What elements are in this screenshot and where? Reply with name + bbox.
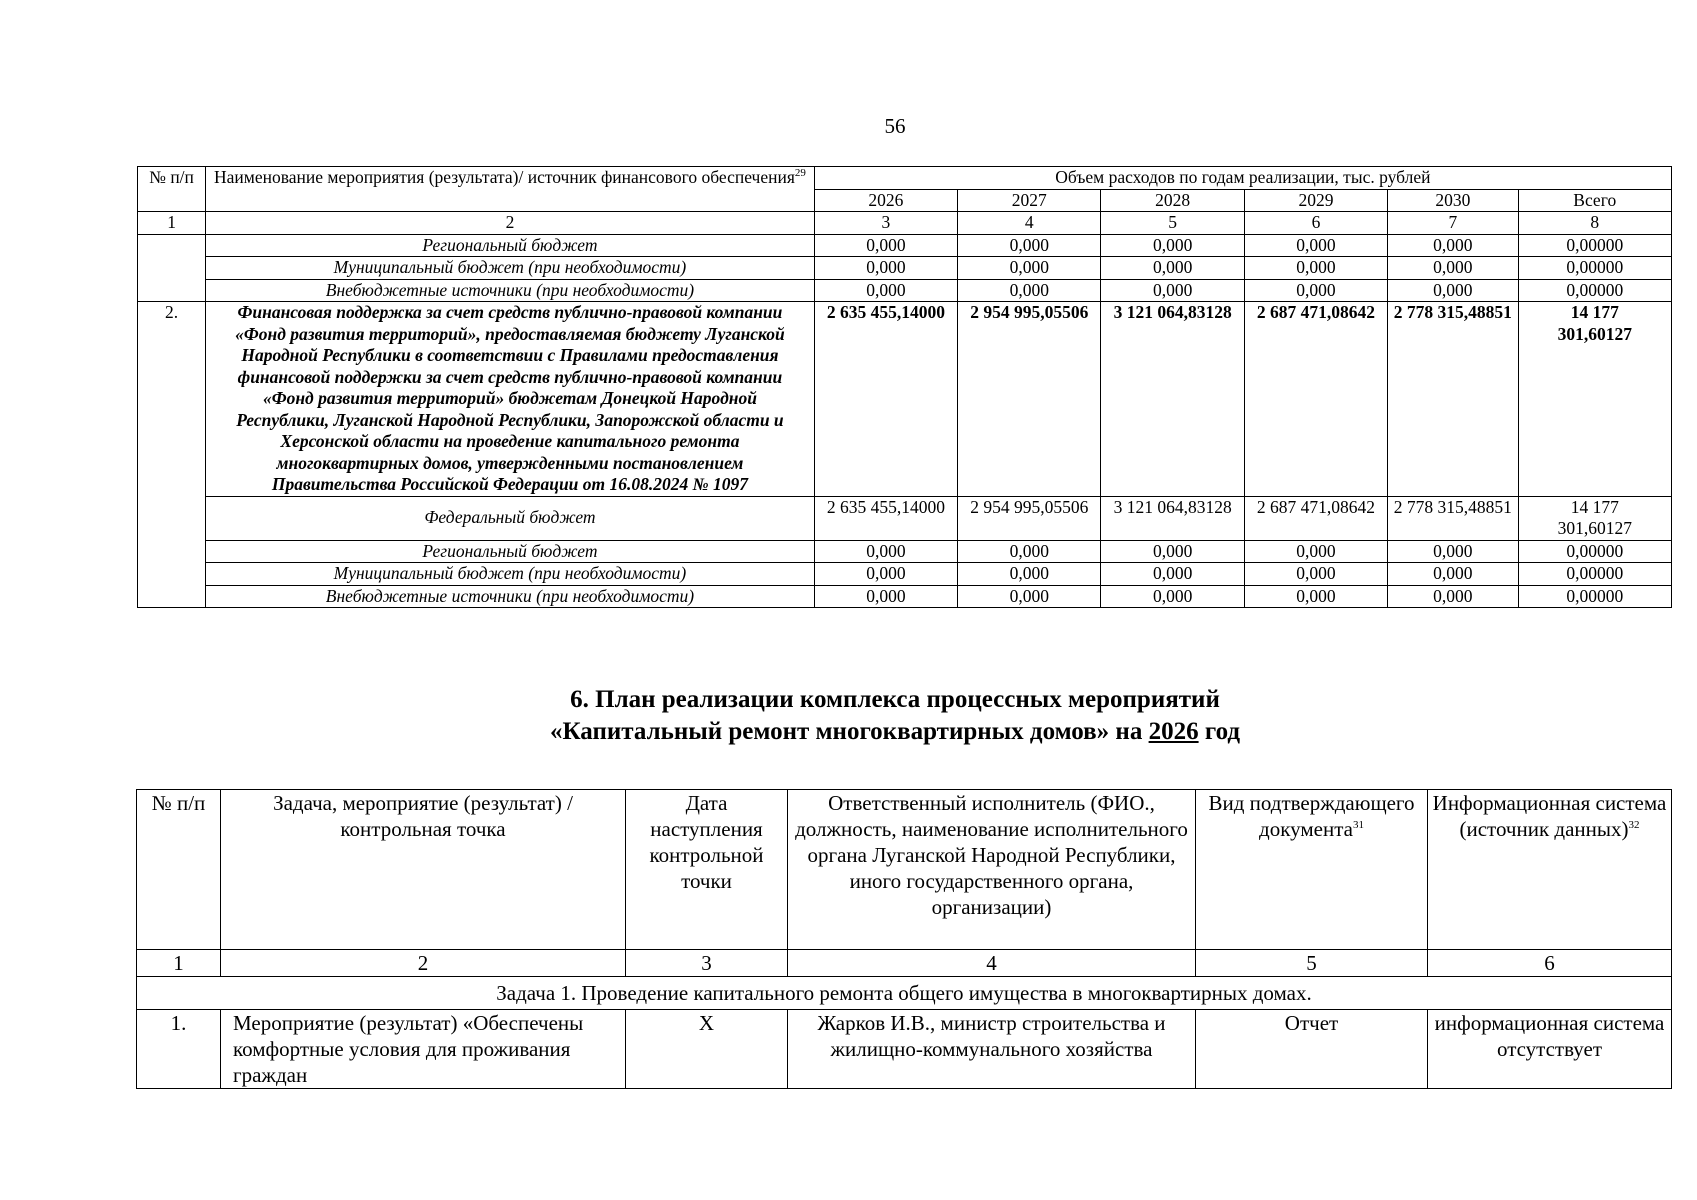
item-title: Финансовая поддержка за счет средств публично-правовой компании «Фонд развития территорий», предоставляемая бюджету Луганской Народной Республики в соответствии с Правилами предоставления финансовой поддержки за счет средств публично-правовой компании «Фонд развития территорий» бюджетам Донецкой Народной Республики, Луганской Народной Республики, Запорожской области и Херсонской области на проведение капитального ремонта многоквартирных домов, утвержденными постановлением Правительства Российской Федерации от 16.08.2024 № 1097 xyxy=(206,302,815,497)
value-cell: 2 954 995,05506 xyxy=(958,496,1101,540)
table-row xyxy=(138,563,1672,586)
value-cell: 0,00000 xyxy=(1518,540,1672,563)
value-cell: 0,000 xyxy=(814,257,957,280)
section-year: 2026 xyxy=(1148,718,1199,745)
header-system xyxy=(1428,790,1672,950)
year-cell: 2030 xyxy=(1388,189,1518,212)
value-cell: 0,000 xyxy=(814,279,957,302)
value-cell: 3 121 064,83128 xyxy=(1101,496,1244,540)
source-cell: Региональный бюджет xyxy=(206,234,815,257)
header-name xyxy=(206,167,815,212)
section-title-suffix: год xyxy=(1198,718,1240,745)
header-num: № п/п xyxy=(138,167,206,212)
value-cell: 0,000 xyxy=(814,563,957,586)
header-name-text: Наименование мероприятия (результата)/ источник финансового обеспечения xyxy=(214,167,795,187)
row-system: информационная система отсутствует xyxy=(1428,1010,1672,1089)
section-title xyxy=(0,684,1697,748)
page-number: 56 xyxy=(884,114,906,138)
value-cell: 0,000 xyxy=(958,540,1101,563)
value-cell: 0,00000 xyxy=(1518,257,1672,280)
value-cell: 0,000 xyxy=(1101,563,1244,586)
col-number: 5 xyxy=(1196,950,1428,977)
value-cell: 0,000 xyxy=(1244,585,1387,608)
empty-num-cell xyxy=(138,234,206,302)
value-cell: 0,000 xyxy=(1244,540,1387,563)
value-cell: 0,000 xyxy=(1244,563,1387,586)
source-cell: Федеральный бюджет xyxy=(206,496,815,540)
total-cell: 2 778 315,48851 xyxy=(1388,302,1518,497)
header-system-text: Информационная система (источник данных) xyxy=(1432,791,1667,841)
value-cell: 0,000 xyxy=(1244,257,1387,280)
col-number: 3 xyxy=(626,950,788,977)
footnote-29: 29 xyxy=(794,167,806,180)
year-cell: 2029 xyxy=(1244,189,1387,212)
task-row xyxy=(137,977,1672,1010)
value-cell: 2 778 315,48851 xyxy=(1388,496,1518,540)
value-cell: 0,00000 xyxy=(1518,234,1672,257)
year-cell: 2028 xyxy=(1101,189,1244,212)
total-cell: 14 177 301,60127 xyxy=(1518,302,1672,497)
col-number: 2 xyxy=(206,212,815,235)
header-num: № п/п xyxy=(137,790,221,950)
total-cell: 3 121 064,83128 xyxy=(1101,302,1244,497)
value-cell: 0,000 xyxy=(958,234,1101,257)
value-cell: 14 177 301,60127 xyxy=(1518,496,1672,540)
col-number: 4 xyxy=(958,212,1101,235)
total-cell: 2 687 471,08642 xyxy=(1244,302,1387,497)
table-row xyxy=(138,540,1672,563)
value-cell: 0,00000 xyxy=(1518,585,1672,608)
table-row xyxy=(138,279,1672,302)
table-row xyxy=(138,585,1672,608)
value-cell: 0,000 xyxy=(1101,540,1244,563)
column-numbers-row xyxy=(138,212,1672,235)
col-number: 5 xyxy=(1101,212,1244,235)
value-cell: 0,000 xyxy=(958,257,1101,280)
value-cell: 0,000 xyxy=(1388,585,1518,608)
col-number: 1 xyxy=(138,212,206,235)
row-event: Мероприятие (результат) «Обеспечены комфортные условия для проживания граждан xyxy=(221,1010,626,1089)
header-executor: Ответственный исполнитель (ФИО., должность, наименование исполнительного органа Луганской Народной Республики, иного государственного органа, организации) xyxy=(788,790,1196,950)
task-title: Задача 1. Проведение капитального ремонта общего имущества в многоквартирных домах. xyxy=(137,977,1672,1010)
header-doc xyxy=(1196,790,1428,950)
row-num: 1. xyxy=(137,1010,221,1089)
value-cell: 0,000 xyxy=(1388,257,1518,280)
row-executor: Жарков И.В., министр строительства и жилищно-коммунального хозяйства xyxy=(788,1010,1196,1089)
header-row xyxy=(137,790,1672,950)
value-cell: 0,000 xyxy=(1388,279,1518,302)
col-number: 2 xyxy=(221,950,626,977)
value-cell: 2 687 471,08642 xyxy=(1244,496,1387,540)
header-task: Задача, мероприятие (результат) / контрольная точка xyxy=(221,790,626,950)
col-number: 7 xyxy=(1388,212,1518,235)
year-cell: 2026 xyxy=(814,189,957,212)
col-number: 4 xyxy=(788,950,1196,977)
value-cell: 0,000 xyxy=(814,585,957,608)
row-date: Х xyxy=(626,1010,788,1089)
value-cell: 0,000 xyxy=(1101,257,1244,280)
value-cell: 0,000 xyxy=(1388,563,1518,586)
value-cell: 0,000 xyxy=(1388,234,1518,257)
value-cell: 0,000 xyxy=(1101,279,1244,302)
plan-table xyxy=(136,789,1672,1089)
value-cell: 0,000 xyxy=(1244,234,1387,257)
year-cell: Всего xyxy=(1518,189,1672,212)
value-cell: 0,00000 xyxy=(1518,279,1672,302)
header-volume: Объем расходов по годам реализации, тыс. рублей xyxy=(814,167,1671,190)
total-cell: 2 954 995,05506 xyxy=(958,302,1101,497)
value-cell: 0,000 xyxy=(1101,585,1244,608)
col-number: 8 xyxy=(1518,212,1672,235)
col-number: 6 xyxy=(1428,950,1672,977)
col-number: 3 xyxy=(814,212,957,235)
col-number: 6 xyxy=(1244,212,1387,235)
col-number: 1 xyxy=(137,950,221,977)
section-title-line1: 6. План реализации комплекса процессных мероприятий xyxy=(570,686,1220,713)
value-cell: 0,00000 xyxy=(1518,563,1672,586)
value-cell: 0,000 xyxy=(958,563,1101,586)
header-date: Дата наступления контрольной точки xyxy=(626,790,788,950)
table-row xyxy=(138,257,1672,280)
value-cell: 0,000 xyxy=(814,540,957,563)
source-cell: Муниципальный бюджет (при необходимости) xyxy=(206,257,815,280)
row-doc: Отчет xyxy=(1196,1010,1428,1089)
table-row xyxy=(137,1010,1672,1089)
item-2-row xyxy=(138,302,1672,497)
footnote-32: 32 xyxy=(1628,819,1640,831)
financing-table xyxy=(137,166,1672,608)
year-cell: 2027 xyxy=(958,189,1101,212)
value-cell: 2 635 455,14000 xyxy=(814,496,957,540)
section-title-line2 xyxy=(0,716,1697,748)
value-cell: 0,000 xyxy=(1244,279,1387,302)
table-row xyxy=(138,234,1672,257)
footnote-31: 31 xyxy=(1352,819,1364,831)
column-numbers-row xyxy=(137,950,1672,977)
value-cell: 0,000 xyxy=(958,585,1101,608)
item-num: 2. xyxy=(138,302,206,608)
table-row xyxy=(138,496,1672,540)
header-row xyxy=(138,167,1672,190)
value-cell: 0,000 xyxy=(814,234,957,257)
section-title-prefix: «Капитальный ремонт многоквартирных домов» на xyxy=(549,718,1149,745)
total-cell: 2 635 455,14000 xyxy=(814,302,957,497)
value-cell: 0,000 xyxy=(1388,540,1518,563)
source-cell: Внебюджетные источники (при необходимости) xyxy=(206,585,815,608)
source-cell: Муниципальный бюджет (при необходимости) xyxy=(206,563,815,586)
value-cell: 0,000 xyxy=(1101,234,1244,257)
source-cell: Региональный бюджет xyxy=(206,540,815,563)
header-doc-text: Вид подтверждающего документа xyxy=(1208,791,1415,841)
value-cell: 0,000 xyxy=(958,279,1101,302)
source-cell: Внебюджетные источники (при необходимости) xyxy=(206,279,815,302)
